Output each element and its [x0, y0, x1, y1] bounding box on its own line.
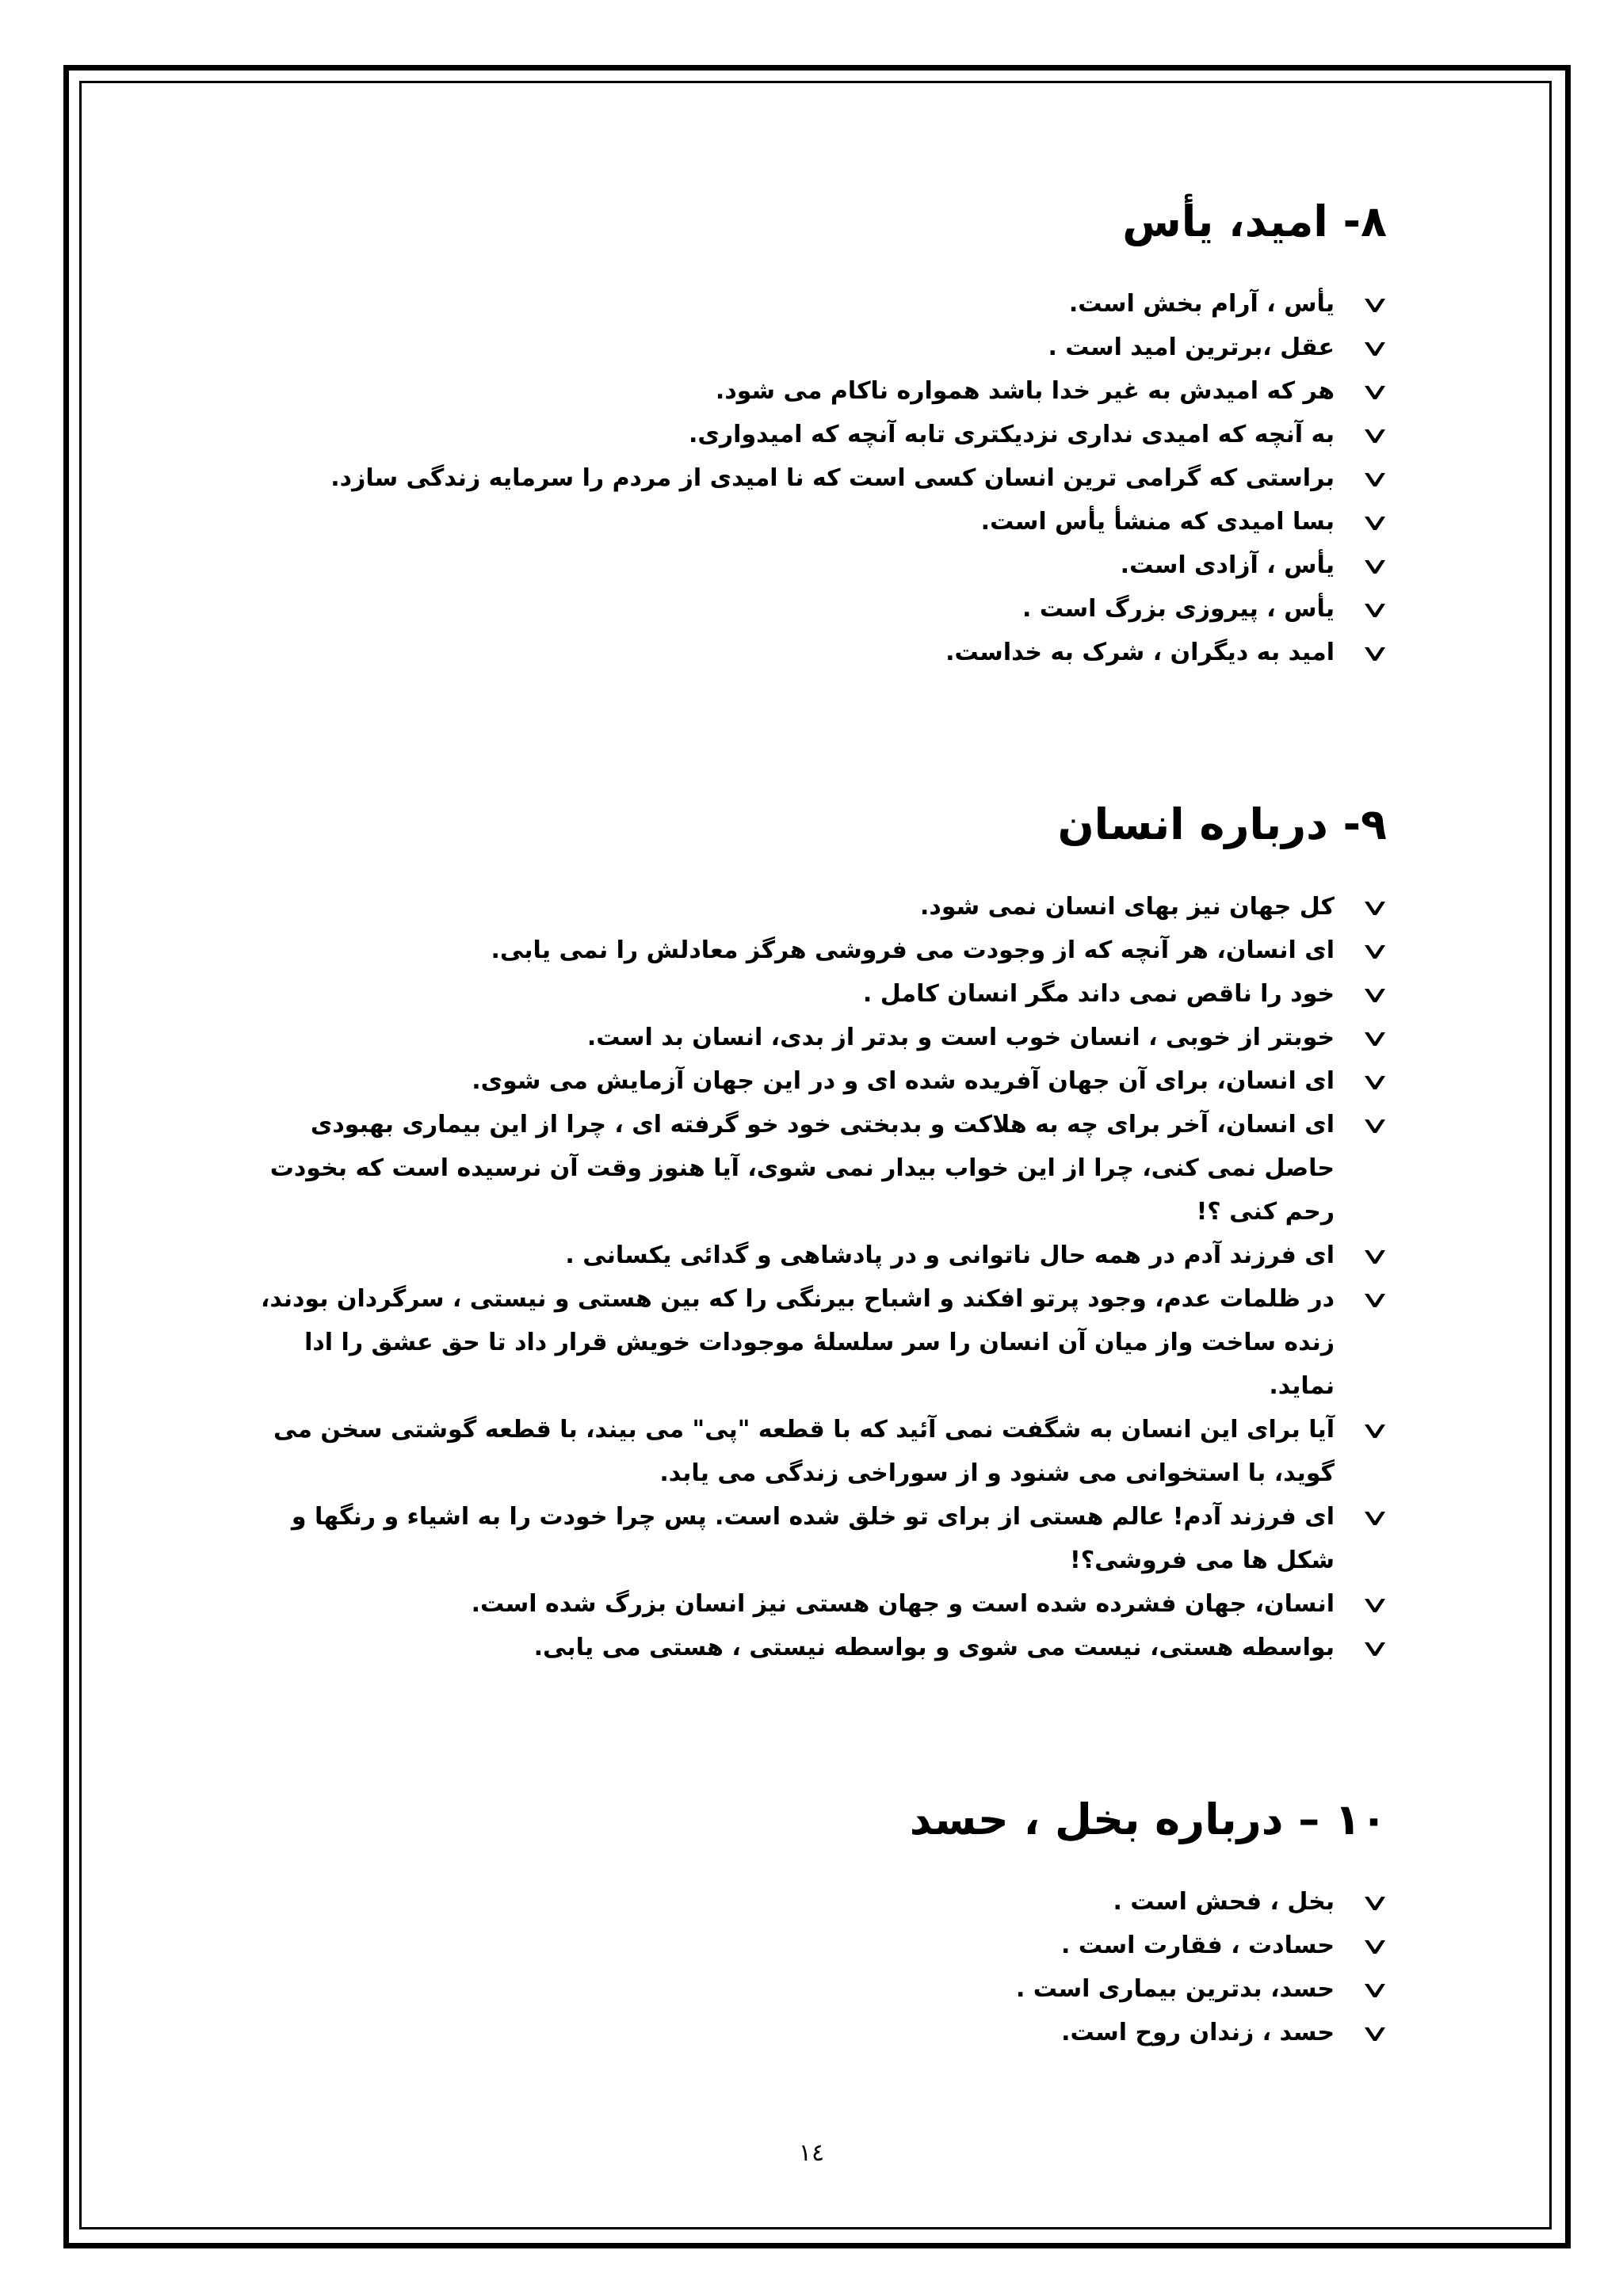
quote-list — [238, 1880, 1387, 2054]
checkmark-bullet-icon — [1363, 645, 1387, 662]
quote-text: ای انسان، هر آنچه که از وجودت می فروشی هرگز معادلش را نمی یابی. — [491, 936, 1335, 964]
section-title: ۹- درباره انسان — [1057, 799, 1387, 849]
checkmark-bullet-icon — [1363, 1291, 1387, 1309]
checkmark-bullet-icon — [1363, 1640, 1387, 1657]
quote-text: ای انسان، برای آن جهان آفریده شده ای و در این جهان آزمایش می شوی. — [472, 1067, 1335, 1095]
checkmark-bullet-icon — [1363, 1938, 1387, 1955]
quote-text: حسد، بدترین بیماری است . — [1015, 1975, 1335, 2003]
checkmark-bullet-icon — [1363, 1894, 1387, 1912]
quote-text: بواسطه هستی، نیست می شوی و بواسطه نیستی ، هستی می یابی. — [533, 1634, 1335, 1661]
quote-text: کل جهان نیز بهای انسان نمی شود. — [920, 893, 1335, 921]
quote-text: هر که امیدش به غیر خدا باشد همواره ناکام می شود. — [715, 377, 1335, 405]
quote-item — [238, 972, 1387, 1016]
checkmark-bullet-icon — [1363, 899, 1387, 917]
quote-item — [238, 413, 1387, 456]
quote-text: یأس ، آرام بخش است. — [1068, 290, 1335, 318]
checkmark-bullet-icon — [1363, 1509, 1387, 1527]
checkmark-bullet-icon — [1363, 1030, 1387, 1047]
quote-text: خود را ناقص نمی داند مگر انسان کامل . — [862, 980, 1335, 1008]
checkmark-bullet-icon — [1363, 427, 1387, 444]
quote-item — [238, 2011, 1387, 2054]
page-number: ۱٤ — [798, 2139, 825, 2167]
checkmark-bullet-icon — [1363, 383, 1387, 401]
quote-list — [238, 885, 1387, 1669]
checkmark-bullet-icon — [1363, 1422, 1387, 1440]
quote-item — [238, 587, 1387, 631]
checkmark-bullet-icon — [1363, 986, 1387, 1004]
quote-item — [238, 631, 1387, 674]
checkmark-bullet-icon — [1363, 514, 1387, 532]
quote-text: حسادت ، فقارت است . — [1061, 1932, 1335, 1959]
checkmark-bullet-icon — [1363, 558, 1387, 575]
checkmark-bullet-icon — [1363, 296, 1387, 314]
section-title: ۸- امید، یأس — [1122, 196, 1387, 246]
quote-item — [238, 1880, 1387, 1924]
quote-text: امید به دیگران ، شرک به خداست. — [945, 639, 1335, 666]
quote-text: انسان، جهان فشرده شده است و جهان هستی نیز انسان بزرگ شده است. — [471, 1590, 1335, 1618]
section-about-human — [238, 793, 1387, 1669]
quote-item — [238, 1924, 1387, 1967]
quote-text: ای انسان، آخر برای چه به هلاکت و بدبختی خود خو گرفته ای ، چرا از این بیماری بهبودی حاصل نمی کنی، چرا از این خواب بیدار نمی شوی، آیا هنوز وقت آن نرسیده است که بخودت رحم کنی ؟! — [269, 1111, 1335, 1226]
checkmark-bullet-icon — [1363, 1248, 1387, 1265]
quote-text: به آنچه که امیدی نداری نزدیکتری تابه آنچه که امیدواری. — [689, 421, 1335, 448]
quote-text: یأس ، آزادی است. — [1120, 551, 1335, 579]
quote-item — [238, 885, 1387, 929]
quote-item — [238, 1277, 1387, 1408]
quote-text: در ظلمات عدم، وجود پرتو افکند و اشباح بیرنگی را که بین هستی و نیستی ، سرگردان بودند، زنده ساخت واز میان آن انسان را سر سلسلهٔ موجودات خویش قرار داد تا حق عشق را ادا نماید. — [261, 1285, 1335, 1400]
quote-text: حسد ، زندان روح است. — [1061, 2019, 1335, 2046]
quote-item — [238, 456, 1387, 500]
quote-item — [238, 929, 1387, 972]
section-title: ۱۰ – درباره بخل ، حسد — [909, 1794, 1387, 1844]
checkmark-bullet-icon — [1363, 471, 1387, 488]
document-body — [238, 190, 1387, 2054]
quote-text: بسا امیدی که منشأ یأس است. — [980, 508, 1335, 536]
quote-text: خوبتر از خوبی ، انسان خوب است و بدتر از بدی، انسان بد است. — [586, 1024, 1335, 1051]
checkmark-bullet-icon — [1363, 943, 1387, 960]
quote-item — [238, 1103, 1387, 1234]
quote-item — [238, 1626, 1387, 1669]
quote-item — [238, 369, 1387, 413]
quote-text: عقل ،برترین امید است . — [1048, 334, 1335, 361]
checkmark-bullet-icon — [1363, 601, 1387, 619]
checkmark-bullet-icon — [1363, 1117, 1387, 1135]
quote-text: یأس ، پیروزی بزرگ است . — [1022, 595, 1335, 623]
checkmark-bullet-icon — [1363, 1596, 1387, 1614]
quote-text: ای فرزند آدم! عالم هستی از برای تو خلق شده است. پس چرا خودت را به اشیاء و رنگها و شکل ها می فروشی؟! — [291, 1503, 1335, 1574]
quote-list — [238, 282, 1387, 674]
quote-text: براستی که گرامی ترین انسان کسی است که نا امیدی از مردم را سرمایه زندگی سازد. — [330, 464, 1335, 492]
quote-text: ای فرزند آدم در همه حال ناتوانی و در پادشاهی و گدائی یکسانی . — [565, 1241, 1335, 1269]
quote-text: آیا برای این انسان به شگفت نمی آئید که با قطعه "پی" می بیند، با قطعه گوشتی سخن می گوید، با استخوانی می شنود و از سوراخی زندگی می یابد. — [273, 1416, 1335, 1487]
checkmark-bullet-icon — [1363, 340, 1387, 357]
checkmark-bullet-icon — [1363, 2025, 1387, 2042]
checkmark-bullet-icon — [1363, 1074, 1387, 1091]
quote-item — [238, 1495, 1387, 1582]
quote-item — [238, 500, 1387, 543]
quote-item — [238, 326, 1387, 369]
quote-item — [238, 1967, 1387, 2011]
section-hope-despair — [238, 190, 1387, 674]
quote-item — [238, 1234, 1387, 1277]
quote-item — [238, 1408, 1387, 1495]
section-greed-envy — [238, 1788, 1387, 2054]
quote-item — [238, 543, 1387, 587]
quote-text: بخل ، فحش است . — [1113, 1888, 1335, 1916]
quote-item — [238, 1059, 1387, 1103]
checkmark-bullet-icon — [1363, 1981, 1387, 1999]
quote-item — [238, 1016, 1387, 1059]
quote-item — [238, 282, 1387, 326]
quote-item — [238, 1582, 1387, 1626]
